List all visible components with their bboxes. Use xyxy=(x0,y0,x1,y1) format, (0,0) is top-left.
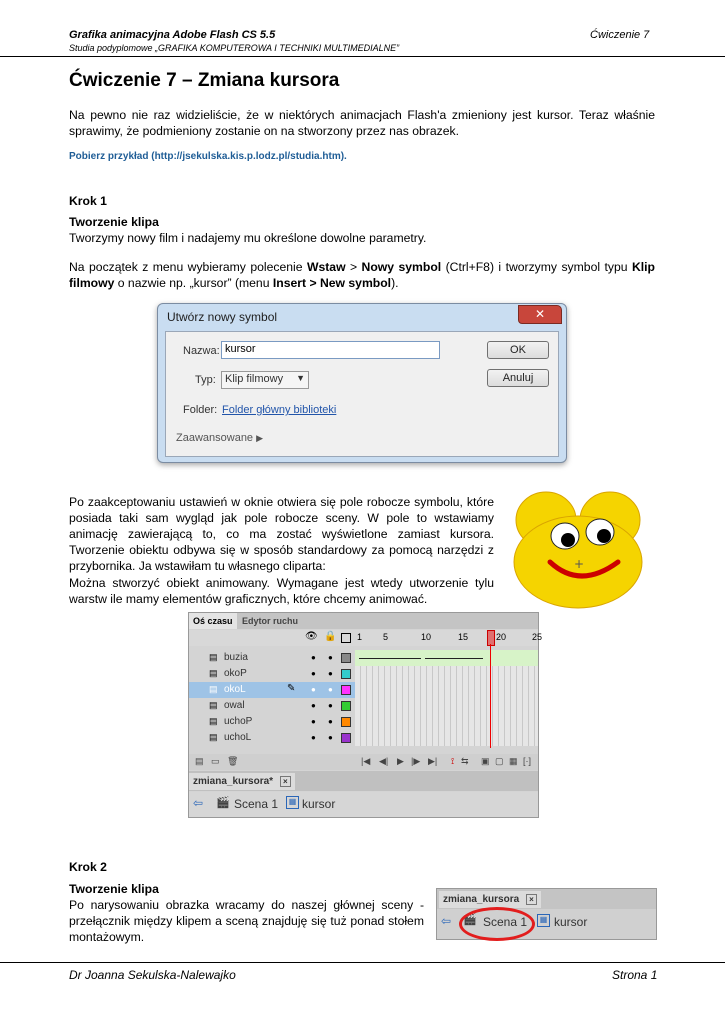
intro-paragraph: Na pewno nie raz widzieliście, że w niektórych animacjach Flash'a zmieniony jest kursor. Teraz właśnie sprawimy, że podmieniony zostanie on na stworzony przez nas obrazek. xyxy=(69,108,655,138)
layer-name: buzia xyxy=(224,652,248,663)
layer-row[interactable]: ▤ uchoL ● ● xyxy=(189,730,538,746)
document-tab[interactable]: zmiana_kursora* × xyxy=(189,773,295,790)
layer-name: owal xyxy=(224,700,245,711)
timeline-header xyxy=(189,630,543,646)
close-button[interactable]: ✕ xyxy=(518,305,562,324)
layer-name: uchoP xyxy=(224,716,253,727)
document-tab[interactable]: zmiana_kursora × xyxy=(439,891,541,908)
layer-color-swatch[interactable] xyxy=(341,669,351,679)
new-symbol-dialog xyxy=(157,303,567,463)
step1-text2: Na początek z menu wybieramy polecenie Wstaw > Nowy symbol (Ctrl+F8) i tworzymy symbol typu Klip filmowy o nazwie np. „kursor” (menu Insert > New symbol). xyxy=(69,260,655,290)
layer-row[interactable]: ▤ uchoP ● ● xyxy=(189,714,538,730)
layer-frames[interactable] xyxy=(355,682,538,698)
layer-color-swatch[interactable] xyxy=(341,653,351,663)
step1-text4: Można stworzyć obiekt animowany. Wymagane jest wtedy utworzenie tylu warstw ile mamy elementów graficznych, które chcemy animować. xyxy=(69,576,494,606)
close-icon[interactable]: × xyxy=(280,776,291,787)
timeline-panel xyxy=(188,612,543,818)
timeline-controls xyxy=(189,754,538,770)
symbol-icon: ▦ xyxy=(537,914,550,927)
lock-icon[interactable]: 🔒 xyxy=(324,631,337,642)
layer-name: okoL xyxy=(224,684,246,695)
header-divider xyxy=(0,56,725,57)
close-icon[interactable]: × xyxy=(526,894,537,905)
advanced-toggle[interactable]: Zaawansowane ▶ xyxy=(176,432,264,444)
layer-row[interactable]: ▤ buzia ● ● xyxy=(189,650,538,666)
header-exercise: Ćwiczenie 7 xyxy=(590,29,650,41)
step2-title: Krok 2 xyxy=(69,860,107,874)
layer-row[interactable]: ▤ okoP ● ● xyxy=(189,666,538,682)
step1-title: Krok 1 xyxy=(69,194,107,208)
cancel-button[interactable]: Anuluj xyxy=(487,369,549,387)
layer-color-swatch[interactable] xyxy=(341,685,351,695)
layer-name: uchoL xyxy=(224,732,252,743)
header-title: Grafika animacyjna Adobe Flash CS 5.5 xyxy=(69,29,276,41)
step1-subtitle: Tworzenie klipa xyxy=(69,215,159,229)
first-frame-icon[interactable]: |◀ xyxy=(361,756,371,766)
symbol-icon: ▦ xyxy=(286,796,299,809)
back-arrow-icon[interactable]: ⇦ xyxy=(441,914,452,928)
footer-divider xyxy=(0,962,725,963)
step2-text: Po narysowaniu obrazka wracamy do naszej głównej sceny - przełącznik między klipem a sceną znajduję się tuż ponad stołem montażowym. xyxy=(69,898,424,944)
new-layer-icon[interactable]: ▤ xyxy=(195,756,204,766)
outline-icon[interactable] xyxy=(341,633,351,643)
step2-subtitle: Tworzenie klipa xyxy=(69,882,159,896)
tween-arrow xyxy=(425,658,483,659)
scene-icon: 🎬 xyxy=(216,797,230,809)
new-folder-icon[interactable]: ▭ xyxy=(211,756,220,766)
layer-frames[interactable] xyxy=(355,666,538,682)
step1-text3: Po zaakceptowaniu ustawień w oknie otwiera się pole robocze symbolu, które posiada taki sam wygląd jak pole robocze sceny. W pole to wstawiamy animację zawierającą to, co ma zostać wyświetlone zamiast kursora. Tworzenie obiektu odbywa się w sposób standardowy za pomocą narzędzi z przybornika. Ja wstawiłam tu własnego cliparta: xyxy=(69,495,494,573)
layer-color-swatch[interactable] xyxy=(341,733,351,743)
layer-icon: ▤ xyxy=(209,700,218,710)
footer-author: Dr Joanna Sekulska-Nalewajko xyxy=(69,968,236,982)
symbol-breadcrumb[interactable]: kursor xyxy=(302,797,336,811)
next-frame-icon[interactable]: |▶ xyxy=(411,756,421,766)
eye-icon[interactable]: 👁 xyxy=(305,631,318,642)
folder-link[interactable]: Folder główny biblioteki xyxy=(222,404,337,416)
chevron-down-icon: ▼ xyxy=(296,373,305,383)
chevron-right-icon: ▶ xyxy=(256,433,264,443)
svg-text:+: + xyxy=(574,557,585,571)
layer-color-swatch[interactable] xyxy=(341,701,351,711)
layer-icon: ▤ xyxy=(209,716,218,726)
tab-motion-editor[interactable]: Edytor ruchu xyxy=(242,616,299,626)
last-frame-icon[interactable]: ▶| xyxy=(428,756,438,766)
layer-icon: ▤ xyxy=(209,652,218,662)
onion-skin-icon[interactable]: ▣ xyxy=(481,756,490,766)
page-title: Ćwiczenie 7 – Zmiana kursora xyxy=(69,70,340,91)
scene-breadcrumb[interactable]: Scena 1 xyxy=(234,797,279,811)
layer-frames[interactable] xyxy=(355,714,538,730)
type-select[interactable]: Klip filmowy ▼ xyxy=(221,371,309,389)
scene-icon: 🎬 xyxy=(463,914,477,926)
markers-icon[interactable]: [·] xyxy=(523,756,531,766)
layer-icon: ▤ xyxy=(209,684,218,694)
center-frame-icon[interactable]: ⟟ xyxy=(451,756,455,766)
layer-row[interactable]: ▤ owal ● ● xyxy=(189,698,538,714)
document-tab-bar xyxy=(189,771,538,791)
name-label: Nazwa: xyxy=(183,345,220,357)
layer-name: okoP xyxy=(224,668,247,679)
step1-text1: Tworzymy nowy film i nadajemy mu określone dowolne parametry. xyxy=(69,231,427,245)
scene-switch-screenshot xyxy=(436,888,657,940)
highlight-circle xyxy=(459,907,535,941)
layer-icon: ▤ xyxy=(209,668,218,678)
layer-frames[interactable] xyxy=(355,698,538,714)
dialog-body xyxy=(165,331,559,457)
header-subtitle: Studia podyplomowe „GRAFIKA KOMPUTEROWA I TECHNIKI MULTIMEDIALNE” xyxy=(69,43,400,53)
frame-ruler[interactable]: 5 10 15 20 25 1 xyxy=(357,632,543,642)
layer-frames[interactable] xyxy=(355,730,538,746)
layer-icon: ▤ xyxy=(209,732,218,742)
edit-multiple-icon[interactable]: ▦ xyxy=(509,756,518,766)
onion-outline-icon[interactable]: ▢ xyxy=(495,756,504,766)
footer-page: Strona 1 xyxy=(612,968,658,982)
pencil-icon: ✎ xyxy=(287,683,296,694)
dialog-title: Utwórz nowy symbol xyxy=(167,310,278,324)
back-arrow-icon[interactable]: ⇦ xyxy=(193,796,204,810)
trash-icon[interactable]: 🗑 xyxy=(227,756,239,766)
frog-clipart xyxy=(510,490,660,610)
scene-breadcrumb[interactable]: Scena 1 xyxy=(483,915,528,929)
loop-icon[interactable]: ⇆ xyxy=(461,756,469,766)
play-icon[interactable]: ▶ xyxy=(397,756,404,766)
folder-label: Folder: xyxy=(183,404,218,416)
name-input[interactable]: kursor xyxy=(221,341,440,359)
tween-arrow xyxy=(359,658,421,659)
scene-bar xyxy=(189,792,538,817)
playhead[interactable] xyxy=(487,630,493,748)
ok-button[interactable]: OK xyxy=(487,341,549,359)
layer-color-swatch[interactable] xyxy=(341,717,351,727)
symbol-breadcrumb[interactable]: kursor xyxy=(554,915,588,929)
download-link[interactable]: Pobierz przykład (http://jsekulska.kis.p.lodz.pl/studia.htm). xyxy=(69,151,347,162)
layer-row-selected[interactable]: ▤ okoL ✎ ● ● xyxy=(189,682,538,698)
tab-timeline[interactable]: Oś czasu xyxy=(189,613,237,629)
type-label: Typ: xyxy=(195,374,216,386)
prev-frame-icon[interactable]: ◀| xyxy=(379,756,389,766)
